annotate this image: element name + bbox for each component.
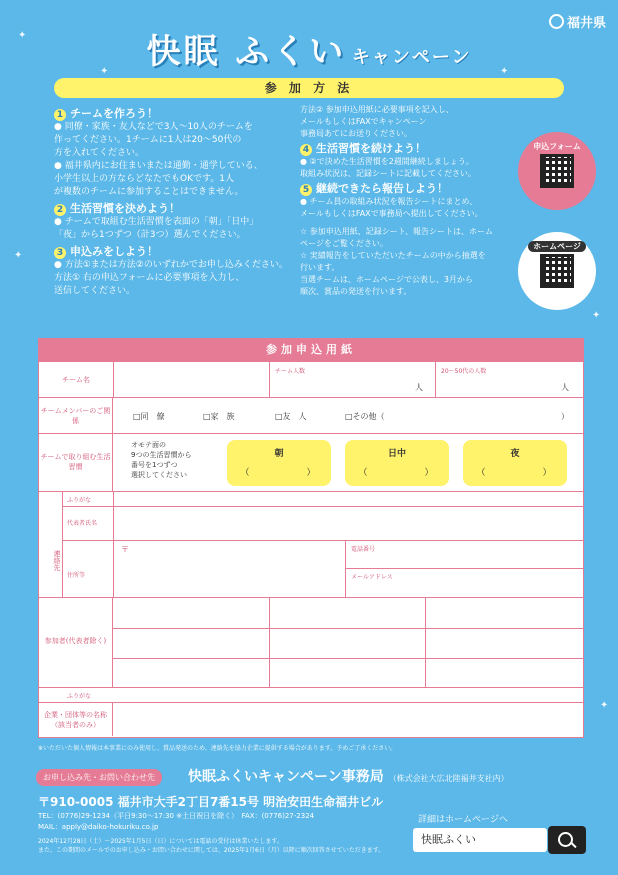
office-tel: TEL：(0776)29-1234（平日9:30〜17:30 ※土日祝日を除く） FAX：(0776)27-2324 <box>38 812 315 820</box>
note-line: ☆ 参加申込用紙、記録シート、報告シートは、ホーム <box>300 227 493 236</box>
participants-block <box>39 597 583 688</box>
divider <box>435 362 436 398</box>
note-line: 当選チームは、ホームページで公表し、3月から <box>300 275 473 284</box>
relation-other-close: ） <box>561 412 569 421</box>
application-form <box>38 338 584 738</box>
habit-row <box>39 433 583 492</box>
note-line: 行います。 <box>300 263 340 272</box>
step-4-line: 取組み状況は、記録シートに記載してください。 <box>300 169 476 178</box>
age-count-unit: 人 <box>561 383 569 392</box>
step-5-line: ● チーム員の取組み状況を報告シートにまとめ、 <box>300 197 478 206</box>
step-5-heading: 5 継続できたら報告しよう！ <box>300 183 515 196</box>
instruction-line: オモテ面の <box>131 441 166 449</box>
search-hint: 詳細はホームページへ <box>418 815 508 825</box>
homepage-qr[interactable] <box>518 232 596 310</box>
logo-text: 福井県 <box>566 16 606 31</box>
relation-option-friend[interactable]: □友 人 <box>275 412 307 421</box>
contact-label: 連絡先 <box>39 492 63 598</box>
contact-badge: お申し込み先・お問い合わせ先 <box>36 769 162 786</box>
age-count-label: 20〜50代の人数 <box>441 368 487 375</box>
instruction-line: 番号を1つずつ <box>131 461 178 469</box>
qr-code-icon <box>540 154 574 188</box>
form-qr[interactable] <box>518 132 596 210</box>
divider <box>345 540 346 598</box>
habit-daytime-slot[interactable] <box>345 440 449 486</box>
step-2-line: 「夜」から1つずつ（計3つ）選んでください。 <box>54 230 246 240</box>
step-1-line: が複数のチームに参加することはできません。 <box>54 187 244 197</box>
relation-option-other[interactable]: □その他（ <box>345 412 385 421</box>
qr-code-icon <box>540 254 574 288</box>
steps-right <box>300 104 515 298</box>
note-line: 順次、賞品の発送を行います。 <box>300 287 412 296</box>
office-address: 〒910-0005 福井市大手2丁目7番15号 明治安田生命福井ビル <box>38 795 384 809</box>
campaign-title <box>0 24 618 73</box>
form-qr-label: 申込フォーム <box>533 142 581 151</box>
step-1-heading: 1 チームを作ろう！ <box>54 107 294 121</box>
step-1-line: 小学生以上の方ならどなたでもOKです。1人 <box>54 174 234 184</box>
step-4-heading: 4 生活習慣を続けよう！ <box>300 143 515 156</box>
divider <box>269 362 270 398</box>
habit-morning-slot[interactable] <box>227 440 331 486</box>
search-button[interactable] <box>548 826 586 854</box>
step-1-line: 作ってください。1チームに1人は20〜50代の <box>54 135 242 145</box>
participants-label: 参加者(代表者除く) <box>39 598 113 688</box>
step-2-heading: 2 生活習慣を決めよう！ <box>54 202 294 216</box>
office-sub: （株式会社大広北陸福井支社内） <box>388 774 509 783</box>
divider <box>113 492 114 598</box>
team-count-label: チーム人数 <box>275 368 306 375</box>
search-icon-handle <box>570 842 576 848</box>
step-3-heading: 3 申込みをしよう！ <box>54 245 294 259</box>
steps-left <box>54 104 294 298</box>
office-title: 快眠ふくいキャンペーン事務局 <box>188 769 384 785</box>
habit-morning-input: （ ） <box>240 468 318 478</box>
title-sub: キャンペーン <box>351 47 472 68</box>
postal-mark: 〒 <box>121 545 129 554</box>
search-icon <box>558 832 573 847</box>
form-title: 参加申込用紙 <box>39 339 583 361</box>
habit-daytime-input: （ ） <box>358 468 436 478</box>
homepage-qr-label: ホームページ <box>528 241 586 252</box>
step-3-line: 方法① 右の申込フォームに必要事項を入力し、 <box>54 273 245 283</box>
divider <box>345 568 583 569</box>
habit-daytime-label: 日中 <box>387 449 406 459</box>
divider <box>113 628 583 629</box>
team-row <box>39 361 583 398</box>
divider <box>425 598 426 688</box>
instruction-line: 選択してください <box>131 471 187 479</box>
relation-row <box>39 397 583 434</box>
search-input[interactable]: 快眠ふくい <box>413 828 547 852</box>
habit-night-slot[interactable] <box>463 440 567 486</box>
habit-label: チームで取り組む生活習慣 <box>39 434 113 492</box>
habit-night-label: 夜 <box>510 449 520 459</box>
step-2-line: ● チームで取組む生活習慣を表面の「朝」「日中」 <box>54 217 259 227</box>
privacy-footnote: ※いただいた個人情報は本事業にのみ使用し、賞品発送のため、連絡先を協力企業に提供する場合があります。予めご了承ください。 <box>38 745 397 752</box>
step-1-line: ● 福井県内にお住まいまたは通勤・通学している、 <box>54 161 263 171</box>
step-3-line: 送信してください。 <box>54 286 136 296</box>
habit-night-input: （ ） <box>476 468 554 478</box>
step-1-line: ● 同僚・家族・友人などで3人〜10人のチームを <box>54 122 253 132</box>
step-4-line: ● ②で決めた生活習慣を2週間継続しましょう。 <box>300 157 474 166</box>
method2-line: メールもしくはFAXでキャンペーン <box>300 117 427 126</box>
contact-block <box>39 491 583 598</box>
divider <box>113 658 583 659</box>
step-3-line: ● 方法①または方法②のいずれかでお申し込みください。 <box>54 260 288 270</box>
phone-label: 電話番号 <box>351 546 376 553</box>
email-label: メールアドレス <box>351 574 393 581</box>
method2-line: 事務局あてにお送りください。 <box>300 129 412 138</box>
note-line: ページをご覧ください。 <box>300 239 388 248</box>
office-mail: MAIL：apply@daiko-hokuriku.co.jp <box>38 823 159 831</box>
sparkle-icon: ✦ <box>14 250 23 261</box>
divider <box>63 506 583 507</box>
habit-instructions <box>131 440 191 480</box>
divider <box>63 540 583 541</box>
section-heading: 参 加 方 法 <box>54 78 564 98</box>
note-line: ☆ 実績報告をしていただいたチームの中から抽選を <box>300 251 486 260</box>
holiday-note-2: また、この期間のメールでのお申し込み・お問い合わせに関しては、2025年1月6日（月）以降に順次回答させていただきます。 <box>38 847 385 854</box>
habit-morning-label: 朝 <box>274 449 284 459</box>
sparkle-icon: ✦ <box>600 700 609 711</box>
sparkle-icon: ✦ <box>592 310 601 321</box>
instruction-line: 9つの生活習慣から <box>131 451 192 459</box>
divider <box>269 598 270 688</box>
sparkle-icon: ✦ <box>500 66 509 77</box>
step-5-line: メールもしくはFAXで事務局へ提出してください。 <box>300 209 483 218</box>
relation-option-coworker[interactable]: □同 僚 <box>133 412 165 421</box>
sparkle-icon: ✦ <box>100 66 109 77</box>
relation-label: チームメンバーのご関係 <box>39 398 113 434</box>
sparkle-icon: ✦ <box>18 30 27 41</box>
furigana-label: ふりがな <box>67 497 92 504</box>
org-block <box>39 687 583 736</box>
step-1-line: 方を入れてください。 <box>54 148 145 158</box>
divider <box>39 702 583 703</box>
relation-option-family[interactable]: □家 族 <box>203 412 235 421</box>
team-name-label: チーム名 <box>39 362 114 398</box>
address-label: 住所等 <box>67 572 86 579</box>
org-furigana-label: ふりがな <box>67 693 92 700</box>
title-main: 快眠 ふくい <box>146 32 347 72</box>
rep-name-label: 代表者氏名 <box>67 520 98 527</box>
holiday-note-1: 2024年12月28日（土）〜2025年1月5日（日）については電話の受付は休業いたします。 <box>38 838 283 845</box>
method2-line: 方法② 参加申込用紙に必要事項を記入し、 <box>300 105 454 114</box>
office-name <box>188 766 509 786</box>
team-count-unit: 人 <box>415 383 423 392</box>
org-name-label: 企業・団体等の名称（該当者のみ） <box>39 702 113 736</box>
